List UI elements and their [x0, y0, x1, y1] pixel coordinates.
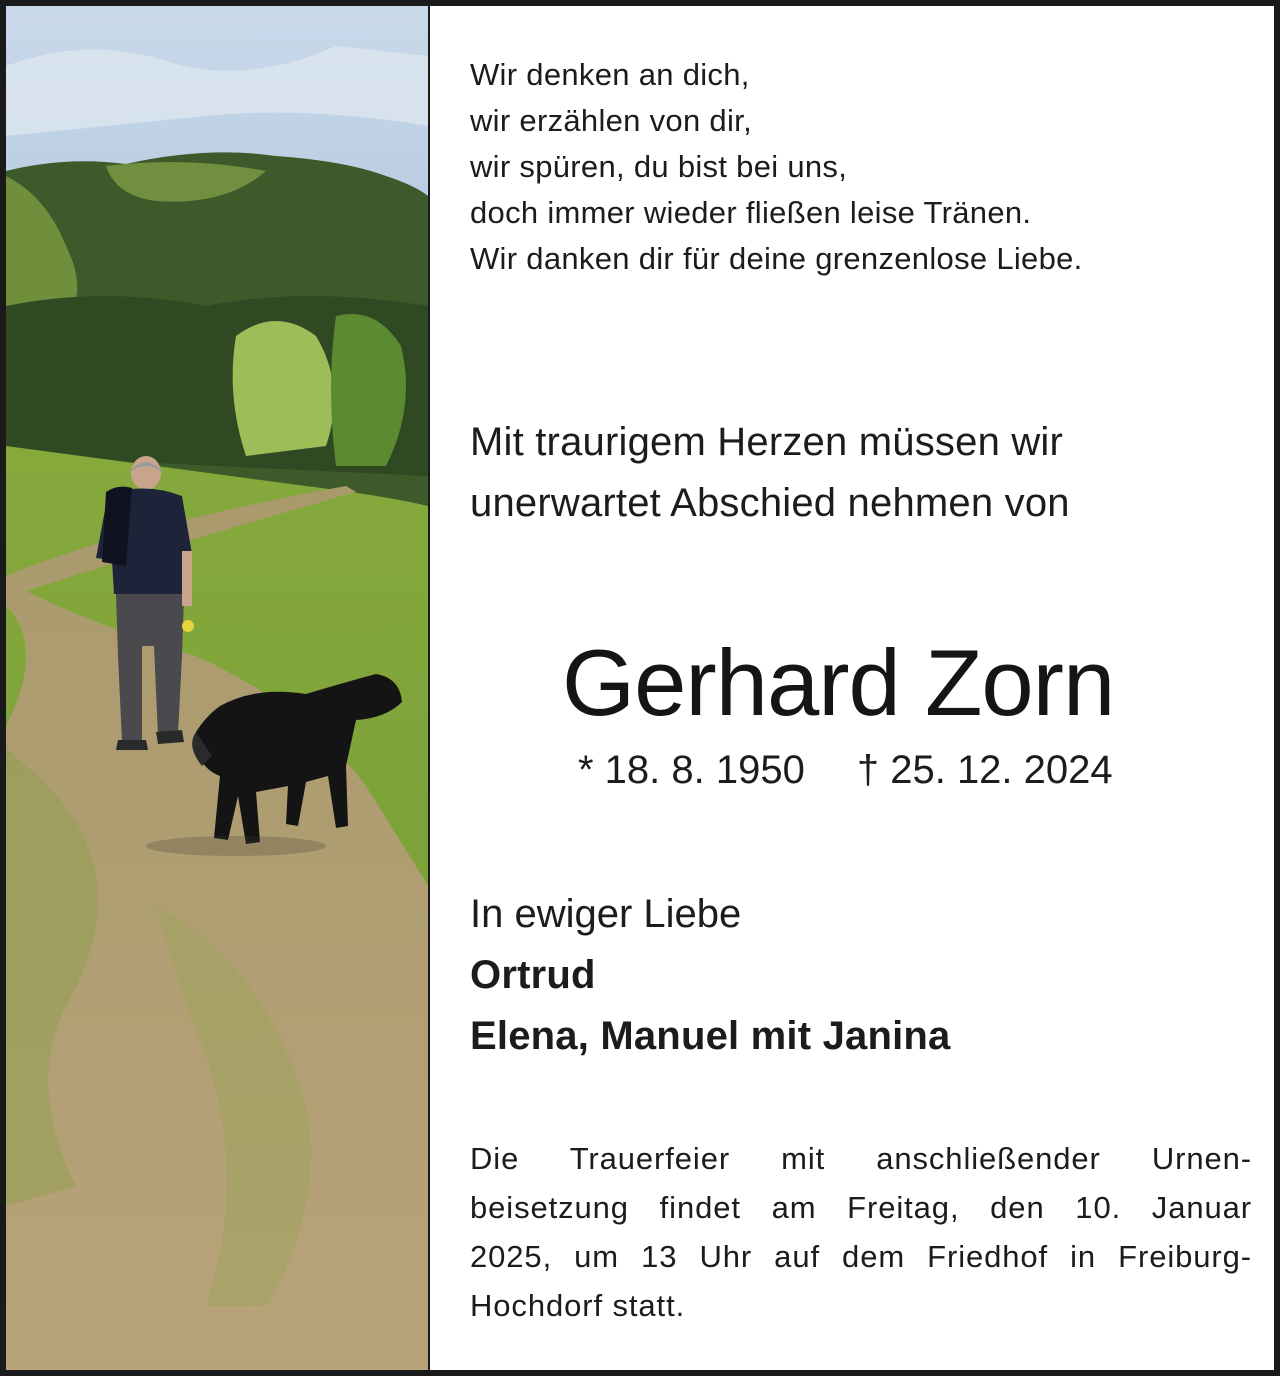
- poem-line: Wir danken dir für deine grenzenlose Liebe.: [470, 241, 1083, 276]
- poem-line: doch immer wieder fließen leise Tränen.: [470, 195, 1032, 230]
- memorial-photo: [6, 6, 430, 1370]
- dog-shadow: [146, 836, 326, 856]
- intro-line: unerwartet Abschied nehmen von: [470, 481, 1070, 525]
- funeral-notice: [470, 1134, 1252, 1330]
- poem-line: wir spüren, du bist bei uns,: [470, 149, 848, 184]
- funeral-line: beisetzung findet am Freitag, den 10. Januar: [470, 1190, 1252, 1225]
- poem: [470, 52, 1250, 282]
- funeral-line: Die Trauerfeier mit anschließender Urnen-: [470, 1141, 1252, 1176]
- funeral-line: 2025, um 13 Uhr auf dem Friedhof in Freiburg-: [470, 1239, 1252, 1274]
- poem-line: Wir denken an dich,: [470, 57, 750, 92]
- life-dates: [578, 740, 1113, 800]
- mourner-name: Ortrud: [470, 953, 596, 997]
- mourners: [470, 884, 1250, 1067]
- mourner-name: Elena, Manuel mit Janina: [470, 1014, 951, 1058]
- death-date: † 25. 12. 2024: [856, 748, 1113, 792]
- birth-date: * 18. 8. 1950: [578, 748, 805, 792]
- deceased-name: Gerhard Zorn: [562, 630, 1115, 735]
- poem-line: wir erzählen von dir,: [470, 103, 752, 138]
- mourners-phrase: In ewiger Liebe: [470, 892, 742, 936]
- funeral-line: Hochdorf statt.: [470, 1288, 686, 1323]
- intro-text: [470, 412, 1250, 534]
- intro-line: Mit traurigem Herzen müssen wir: [470, 420, 1064, 464]
- bright-tree: [233, 321, 334, 456]
- text-column: [470, 6, 1252, 1370]
- photo-landscape: [6, 6, 428, 1370]
